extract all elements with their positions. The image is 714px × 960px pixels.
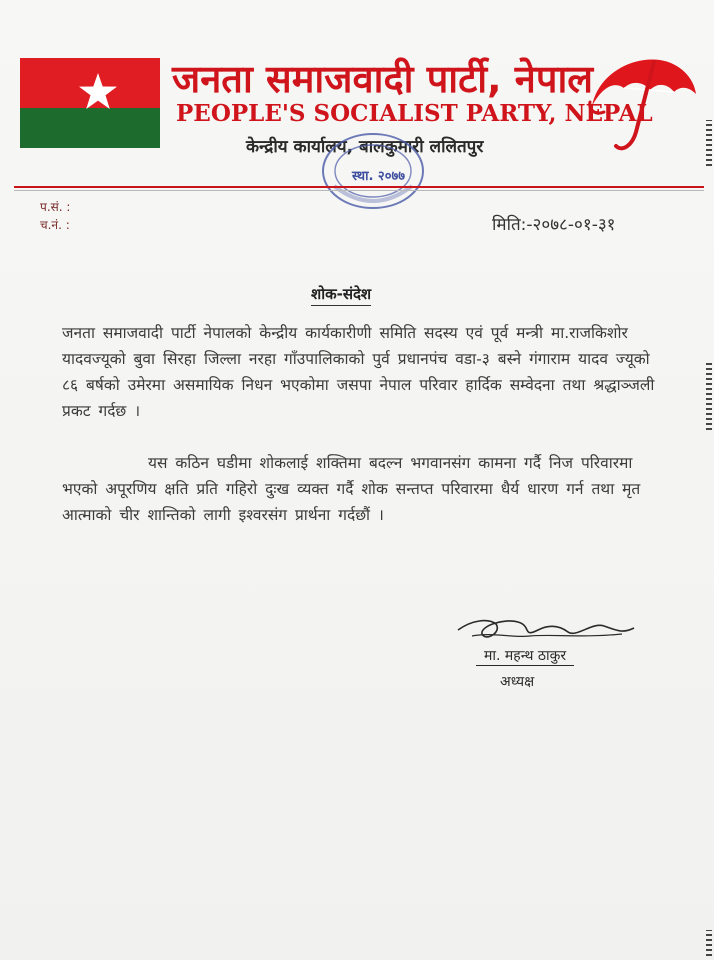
signatory-designation: अध्यक्ष	[500, 674, 535, 690]
star-icon	[78, 72, 118, 110]
stamp-year: स्था. २०७७	[352, 169, 405, 184]
binding-edge-mark	[706, 120, 712, 166]
party-name-english: PEOPLE'S SOCIALIST PARTY, NEPAL	[176, 100, 653, 127]
body-paragraph-1: जनता समाजवादी पार्टी नेपालको केन्द्रीय कार्यकारीणी समिति सदस्य एवं पूर्व मन्त्री मा.राजकिशोर यादवज्यूको बुवा सिरहा जिल्ला नरहा गाँउपालिकाको पुर्व प्रधानपंच वडा-३ बस्ने गंगाराम यादव ज्यूको ८६ बर्षको उमेरमा असमायिक निधन भएकोमा जसपा नेपाल परिवार हार्दिक सम्वेदना तथा श्रद्धाञ्जली प्रकट गर्दछ ।	[62, 324, 655, 420]
body-paragraph-2	[62, 450, 662, 528]
signatory-name: मा. महन्थ ठाकुर	[476, 646, 574, 666]
reference-cn-label: च.नं. :	[40, 218, 70, 232]
header-divider	[14, 186, 704, 188]
header-divider-thin	[14, 190, 704, 191]
reference-ps-label: प.सं. :	[40, 200, 71, 214]
party-name-nepali: जनता समाजवादी पार्टी, नेपाल	[172, 57, 594, 101]
party-flag	[20, 58, 160, 148]
binding-edge-mark	[706, 360, 712, 430]
office-address: केन्द्रीय कार्यालय, बालकुमारी ललितपुर	[246, 137, 484, 157]
umbrella-icon	[584, 54, 700, 166]
flag-green-band	[20, 108, 160, 148]
body-paragraph-2-text: यस कठिन घडीमा शोकलाई शक्तिमा बदल्न भगवानसंग कामना गर्दै निज परिवारमा भएको अपूरणिय क्षति प्रति गहिरो दुःख व्यक्त गर्दै शोक सन्तप्त परिवारमा धैर्य धारण गर्न तथा मृत आत्माको चीर शान्तिको लागी इश्वरसंग प्रार्थना गर्दछौं ।	[62, 454, 641, 524]
letter-date: मिति:-२०७८-०१-३१	[492, 215, 616, 235]
binding-edge-mark	[706, 930, 712, 956]
letter-heading: शोक-संदेश	[311, 284, 371, 306]
